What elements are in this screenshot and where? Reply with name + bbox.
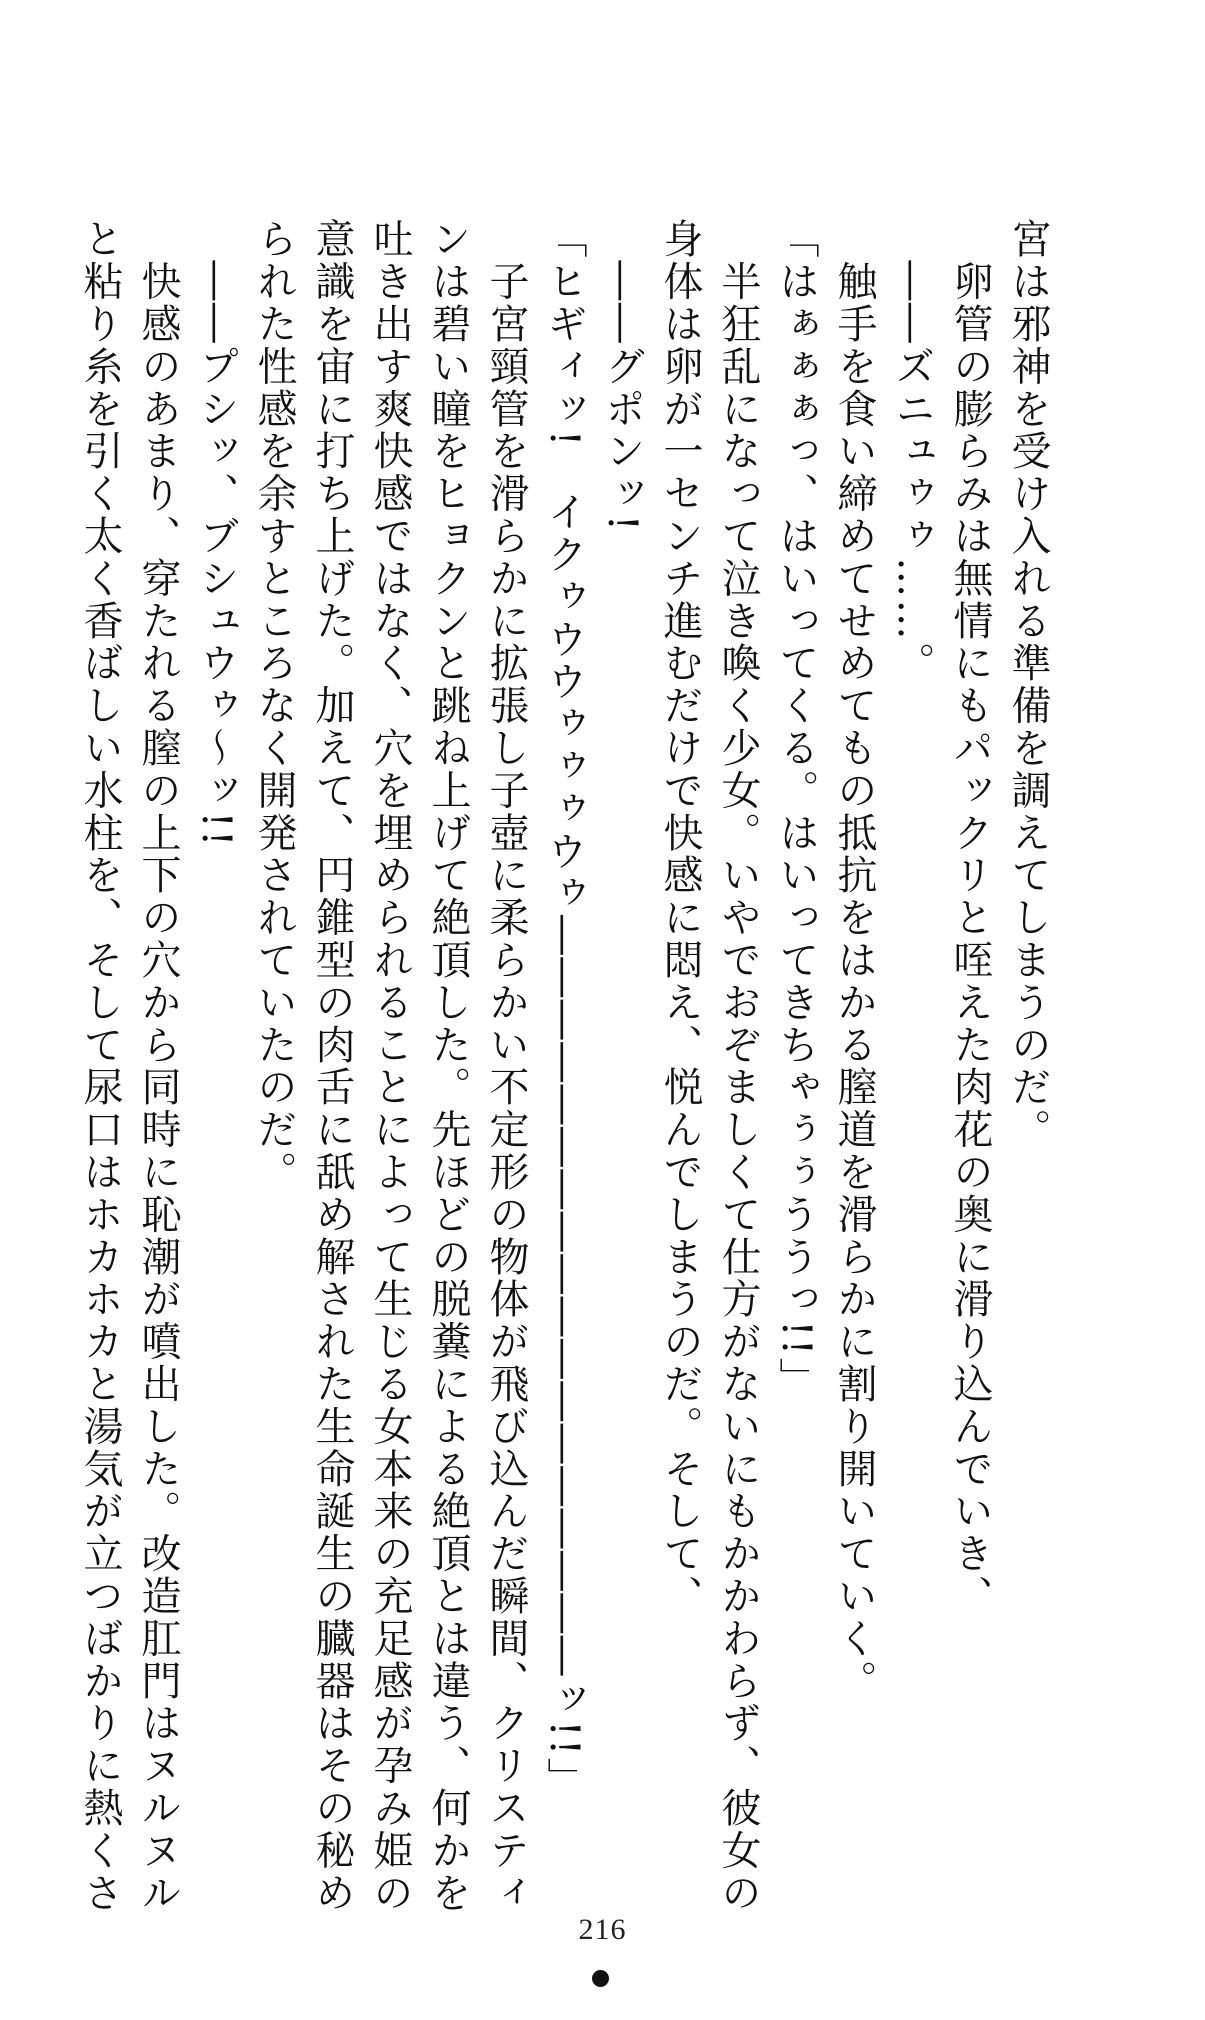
text-line: 「ヒギィッ! イクゥウウゥゥゥウゥ――――――――――――――――――ッ!!」 [541,218,587,1800]
text-line: 吐き出す爽快感ではなく、穴を埋められることによって生じる女本来の充足感が孕み姫の [367,218,413,1914]
text-line: ――ズニュゥゥ……。 [889,218,935,685]
page-number: 216 [578,1913,627,1946]
text-line: 意識を宙に打ち上げた。加えて、円錐型の肉舌に舐め解された生命誕生の臓器はその秘め [309,218,355,1914]
text-line: ――プシッ、ブシュウゥ〜ッ!! [193,218,239,849]
text-line: ――グポンッ! [599,218,645,534]
page-dot-marker [592,1970,609,1987]
text-line: 半狂乱になって泣き喚く少女。いやでおぞましくて仕方がないにもかかわらず、彼女の [715,218,761,1914]
text-line: ンは碧い瞳をヒョクンと跳ね上げて絶頂した。先ほどの脱糞による絶頂とは違う、何かを [425,218,471,1914]
text-line: 触手を食い締めてせめてもの抵抗をはかる膣道を滑らかに割り開いていく。 [831,218,877,1702]
text-line: 子宮頸管を滑らかに拡張し子壺に柔らかい不定形の物体が飛び込んだ瞬間、クリスティ [483,218,529,1914]
text-line: られた性感を余すところなく開発されていたのだ。 [251,218,297,1194]
vertical-body-text [71,218,1057,1914]
text-line: 卵管の膨らみは無情にもパックリと咥えた肉花の奥に滑り込んでいき、 [947,218,993,1618]
text-line: と粘り糸を引く太く香ばしい水柱を、そして尿口はホカホカと湯気が立つばかりに熱くさ [77,218,123,1914]
text-line: 宮は邪神を受け入れる準備を調えてしまうのだ。 [1005,218,1051,1151]
text-line: 身体は卵が一センチ進むだけで快感に悶え、悦んでしまうのだ。そして、 [657,218,703,1618]
text-line: 快感のあまり、穿たれる膣の上下の穴から同時に恥潮が噴出した。改造肛門はヌルヌル [135,218,181,1914]
text-line: 「はぁぁぁっ、はいってくる。はいってきちゃぅぅううっ!!」 [773,218,819,1400]
